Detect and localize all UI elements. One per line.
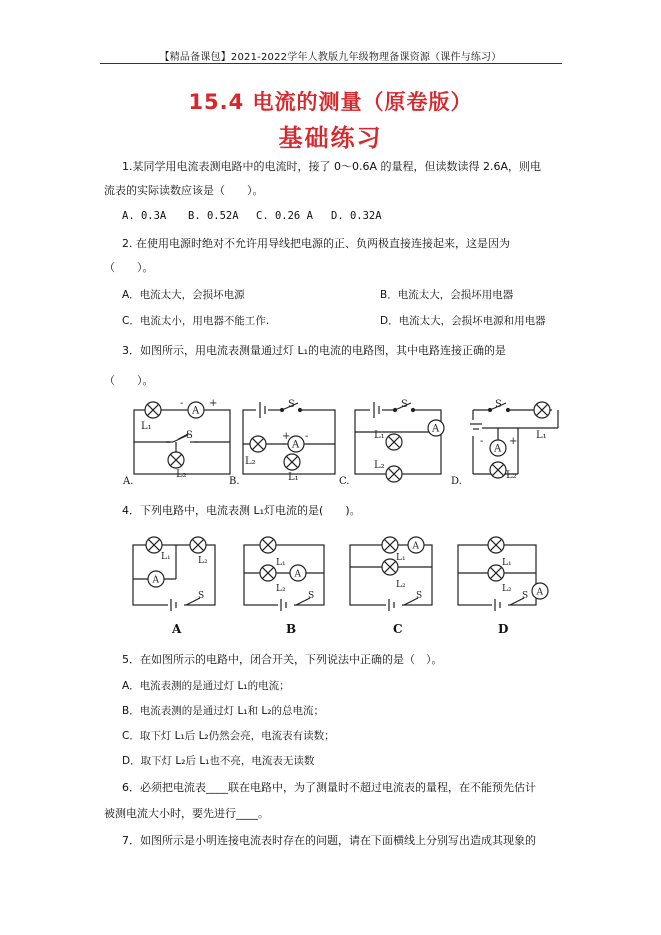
q3c-ammeter-symbol: A (432, 423, 440, 435)
q5-option-c: C．取下灯 L₁后 L₂仍然会亮，电流表有读数； (122, 730, 335, 742)
q2-option-b: B．电流太大，会损坏用电器 (380, 289, 514, 301)
q3d-minus-sign: - (480, 436, 484, 447)
q6-line2: 被测电流大小时，要先进行____。 (104, 807, 269, 820)
q3d-ammeter-symbol: A (494, 443, 502, 455)
q3c-switch-label: S (401, 399, 408, 410)
q2-line1: 2. 在使用电源时绝对不允许用导线把电源的正、负两极直接连接起来，这是因为 (122, 237, 510, 250)
page-title: 15.4 电流的测量（原卷版） (188, 90, 473, 114)
q3b-switch-label: S (288, 399, 295, 410)
q2-line2: （ ）。 (104, 261, 154, 274)
q4c-switch-label: S (416, 591, 423, 601)
q4b-switch-label: S (308, 591, 315, 601)
q3b-l2-label: L₂ (245, 456, 256, 467)
q3-circuit-c (355, 402, 444, 482)
q3-line1: 3．如图所示，用电流表测量通过灯 L₁的电流的电路图，其中电路连接正确的是 (122, 344, 507, 357)
q4d-l2-label: L₂ (502, 584, 512, 594)
q4a-ammeter-symbol: A (152, 575, 159, 586)
q3-caption-d: D. (451, 476, 462, 487)
q3a-plus-sign: + (209, 398, 218, 409)
q4-caption-a: A (172, 622, 182, 636)
q4b-l2-label: L₂ (276, 584, 286, 594)
q3c-l1-label: L₁ (374, 430, 385, 441)
q3d-switch-label: S (495, 399, 502, 410)
q4-caption-d: D (498, 622, 509, 636)
q4-circuit-diagrams (128, 535, 558, 615)
q4b-l1-label: L₁ (276, 558, 286, 568)
q7-line1: 7．如图所示是小明连接电流表时存在的问题，请在下面横线上分别写出造成其现象的 (122, 834, 536, 847)
header-rule (100, 63, 562, 64)
q3b-ammeter-symbol: A (292, 439, 300, 451)
q1-option-b: B. 0.52A (188, 210, 239, 222)
q3d-l1-label: L₁ (536, 430, 547, 441)
q4-caption-c: C (393, 622, 403, 636)
q4d-switch-label: S (522, 591, 529, 601)
q3a-minus-sign: - (180, 398, 184, 409)
q4c-l2-label: L₂ (396, 580, 406, 590)
q1-option-c: C. 0.26 A (256, 210, 313, 222)
q3a-l2-label: L₂ (176, 469, 187, 480)
q3b-l1-label: L₁ (288, 472, 299, 483)
q2-option-d: D．电流太大，会损坏电源和用电器 (380, 315, 546, 327)
q2-option-a: A．电流太大，会损坏电源 (122, 289, 245, 301)
q4c-ammeter-symbol: A (412, 541, 419, 552)
q1-line1: 1.某同学用电流表测电路中的电流时，接了 0～0.6A 的量程，但读数读得 2.6A，则电 (122, 160, 542, 173)
q3a-l1-label: L₁ (141, 421, 152, 432)
q3c-l2-label: L₂ (374, 460, 385, 471)
q4-circuit-d (458, 537, 548, 611)
section-title: 基础练习 (278, 124, 383, 152)
q1-line2: 流表的实际读数应该是（ ）。 (104, 184, 264, 197)
q6-line1: 6．必须把电流表____联在电路中，为了测量时不超过电流表的量程，在不能预先估计 (122, 781, 536, 794)
q3d-l2-label: L₂ (506, 470, 517, 481)
q4a-l1-label: L₁ (161, 552, 171, 562)
q3b-plus-sign: + (282, 431, 291, 442)
q3-circuit-a (134, 402, 230, 474)
q4-caption-b: B (286, 622, 297, 636)
q3d-plus-sign: + (509, 436, 518, 447)
q3a-ammeter-symbol: A (192, 405, 200, 417)
q3-caption-a: A. (123, 476, 134, 487)
q1-option-a: A. 0.3A (122, 210, 167, 222)
q5-option-a: A．电流表测的是通过灯 L₁的电流； (122, 680, 290, 692)
q3-caption-c: C. (339, 476, 350, 487)
q3b-minus-sign: - (305, 431, 309, 442)
q4d-l1-label: L₁ (502, 558, 512, 568)
q1-option-d: D. 0.32A (331, 210, 382, 222)
q4-line1: 4．下列电路中，电流表测 L₁灯电流的是( )。 (122, 504, 361, 517)
q3a-switch-label: S (186, 430, 193, 441)
q5-option-b: B．电流表测的是通过灯 L₁和 L₂的总电流； (122, 705, 324, 717)
q5-option-d: D．取下灯 L₂后 L₁也不亮，电流表无读数 (122, 755, 315, 767)
q4b-ammeter-symbol: A (294, 569, 301, 580)
q3-line2: （ ）。 (104, 374, 154, 387)
page-header: 【精品备课包】2021-2022学年人教版九年级物理备课资源（课件与练习） (159, 52, 502, 63)
q3-caption-b: B. (229, 476, 240, 487)
q4c-l1-label: L₁ (396, 553, 406, 563)
q2-option-c: C．电流太小，用电器不能工作. (122, 315, 270, 327)
q5-line1: 5．在如图所示的电路中，闭合开关，下列说法中正确的是（ ）。 (122, 653, 443, 666)
q4a-switch-label: S (198, 591, 205, 601)
q4d-ammeter-symbol: A (536, 587, 543, 598)
q4a-l2-label: L₂ (198, 556, 208, 566)
